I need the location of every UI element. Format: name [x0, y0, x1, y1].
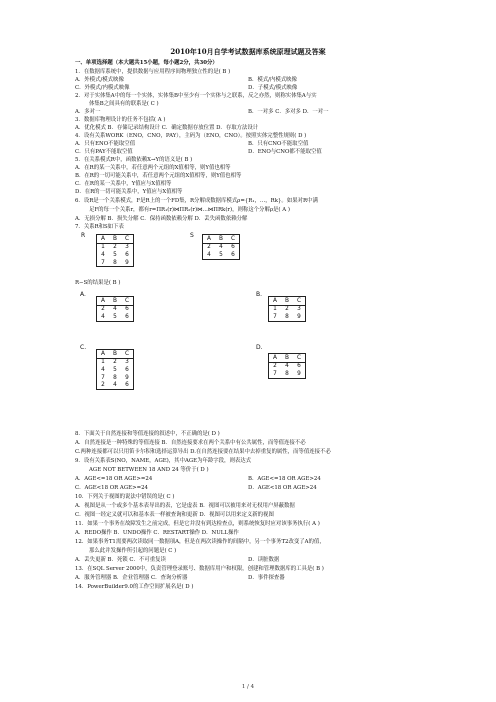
question-10-stem: 10．下列关于视图的说法中错误的是( C ) [75, 494, 175, 500]
question-9-option-b: B．AGE<=18 OR AGE>24 [248, 476, 321, 482]
question-1-stem: 1．在数据库系统中，提供数据与应用程序间物理独立性的是( B ) [75, 69, 231, 75]
question-9-option-c: C．AGE<18 OR AGE>=24 [75, 485, 148, 491]
table-cell: 2 [207, 244, 211, 251]
question-3-stem: 3．数据库物理设计的任务不包括( A ) [75, 117, 166, 123]
table-cell: 6 [125, 313, 129, 320]
table-cell: 4 [113, 382, 117, 389]
option-b-label: B. [256, 291, 263, 298]
question-5-option-a: A．在R的某一关系中，若任意两个元组的X值相等，则Y值也相等 [75, 165, 231, 171]
table-cell: 2 [113, 359, 117, 366]
table-cell: 6 [231, 251, 235, 258]
table-cell: 3 [125, 359, 129, 366]
question-8-options-ab: A．自然连接是一种特殊的等值连接 B．自然连接要求在两个关系中有公共属性，而等值连接不必 [75, 440, 306, 446]
table-cell: 1 [273, 306, 277, 313]
question-7-stem: 7．关系R和S如下表 [75, 224, 124, 230]
question-8-options-cd: C.两种连接都可以只用笛卡尔积和选择运算导出 D.在自然连接要在结果中去掉重复的属性，而等值连接不必 [75, 449, 331, 455]
table-cell: 5 [113, 366, 117, 373]
question-1-option-b: B．模式/内模式映像 [248, 77, 297, 83]
question-2-stem-cont: 体集B之间具有的联系是( C ) [89, 101, 159, 107]
question-1-option-a: A．外模式/模式映像 [75, 77, 124, 83]
header-cell: B [215, 235, 227, 244]
table-cell: 6 [125, 306, 129, 313]
question-11-options: A．REDO操作 B．UNDO操作 C．RESTART操作 D．NULL操作 [75, 530, 239, 536]
table-cell: 4 [207, 251, 211, 258]
question-9-expression: AGE NOT BETWEEN 18 AND 24 等价于( D ) [89, 467, 209, 473]
relation-s-table [202, 234, 240, 260]
question-9-option-a: A．AGE<=18 OR AGE>=24 [75, 476, 153, 482]
table-cell: 6 [125, 366, 129, 373]
header-cell: B [281, 297, 293, 306]
table-cell: 8 [113, 374, 117, 381]
document-title: 2010年10月自学考试数据库系统原理试题及答案 [170, 47, 326, 56]
question-11-stem: 11．如果一个事务在故障发生之前完成，但是它并没有到达检查点，则系统恢复时应对该事务执行( A ) [75, 521, 320, 527]
header-cell: B [109, 297, 121, 306]
question-12-option-d: D．读脏数据 [248, 557, 280, 563]
question-4-option-b: B．只有CNO不能取空值 [248, 141, 309, 147]
header-cell: A [97, 297, 110, 306]
option-a-label: A. [80, 291, 86, 298]
option-c-table [96, 349, 134, 390]
question-7-result-stem: R−S的结果是( B ) [75, 280, 121, 286]
header-cell: A [269, 297, 282, 306]
table-cell: 6 [231, 244, 235, 251]
option-b-table [268, 296, 306, 322]
table-cell: 5 [113, 251, 117, 258]
table-cell: 2 [285, 306, 289, 313]
table-cell: 2 [273, 363, 277, 370]
option-d-table [268, 353, 306, 379]
header-cell: B [109, 235, 121, 244]
table-cell: 2 [101, 306, 105, 313]
header-cell: C [121, 350, 134, 359]
header-cell: B [109, 350, 121, 359]
table-cell: 1 [101, 244, 105, 251]
question-5-option-c: C．在R的某一关系中，Y值应与X值相等 [75, 181, 172, 187]
table-cell: 9 [297, 313, 301, 320]
question-2-options-bcd: B．一对多 C．多对多 D．一对一 [248, 109, 329, 115]
question-4-stem: 4．设有关系WORK（ENO，CNO，PAY），主码为（ENO，CNO）。按照实体完整性规则( D ) [75, 133, 307, 139]
table-cell: 5 [113, 313, 117, 320]
table-cell: 5 [219, 251, 223, 258]
question-10-options-ab: A．视图是从一个或多个基本表导出的表，它是虚表 B．视图可以被用来对无权用户屏蔽数据 [75, 503, 295, 509]
table-cell: 7 [273, 313, 277, 320]
table-cell: 2 [113, 244, 117, 251]
table-cell: 3 [297, 306, 301, 313]
table-cell: 2 [101, 382, 105, 389]
question-1-option-c: C．外模式/内模式映像 [75, 85, 130, 91]
table-cell: 4 [113, 306, 117, 313]
table-cell: 7 [101, 259, 105, 266]
table-cell: 7 [273, 370, 277, 377]
question-6-stem: 6．设R是一个关系模式，F是R上的一个FD集，R分解成数据库模式ρ={R₁，…，Rk}。如果对R中满 [75, 198, 318, 204]
table-cell: 6 [125, 251, 129, 258]
question-9-option-d: D．AGE<18 OR AGE>24 [248, 485, 317, 491]
question-6-stem-cont: 足F的每一个关系r，都有r=ΠR₁(r)⋈ΠR₂(r)⋈…⋈ΠRk(r)，则称这个分解ρ是( A ) [89, 207, 290, 213]
table-cell: 4 [101, 251, 105, 258]
question-12-stem: 12．如果事务T1需要两次读取同一数据项A，但是在两次读操作的间隔中，另一个事务T2改变了A的值， [75, 539, 325, 545]
question-3-options: A．优化模式 B．存储记录结构设计 C．确定数据存放位置 D．存取方法设计 [75, 125, 259, 131]
question-12-stem-cont: 那么此并发操作所引起的问题是( C ) [89, 548, 177, 554]
header-cell: C [121, 235, 134, 244]
table-cell: 4 [101, 313, 105, 320]
table-cell: 3 [125, 244, 129, 251]
table-cell: 8 [113, 259, 117, 266]
table-cell: 8 [285, 370, 289, 377]
question-9-stem: 9．设有关系表S(NO，NAME，AGE)，其中AGE为年龄字段，则表达式 [75, 458, 252, 464]
question-5-stem: 5．在关系模式R中，函数依赖X→Y的语义是( B ) [75, 157, 193, 163]
header-cell: A [203, 235, 216, 244]
header-cell: C [121, 297, 134, 306]
question-5-option-d: D．在R的一切可能关系中，Y值应与X值相等 [75, 189, 183, 195]
table-cell: 4 [285, 363, 289, 370]
table-cell: 7 [101, 374, 105, 381]
question-10-options-cd: C．视图一经定义就可以和基本表一样被查询和更新 D．视图可以用来定义新的视图 [75, 512, 274, 518]
table-cell: 1 [101, 359, 105, 366]
question-5-option-b: B．在R的一切可能关系中，若任意两个元组的X值相等，则Y值也相等 [75, 173, 242, 179]
header-cell: A [269, 354, 282, 363]
table-cell: 9 [125, 374, 129, 381]
question-6-options: A．无损分解 B．损失分解 C．保持函数依赖分解 D．丢失函数依赖分解 [75, 216, 248, 222]
header-cell: A [97, 350, 110, 359]
table-cell: 6 [125, 382, 129, 389]
question-1-option-d: D．子模式/模式映像 [248, 85, 298, 91]
question-2-stem: 2．对于实体集A中的每一个实体，实体集B中至少有一个实体与之联系，反之亦然，则称实体集A与实 [75, 93, 317, 99]
table-cell: 4 [101, 366, 105, 373]
relation-r-table [96, 234, 134, 267]
header-cell: C [293, 297, 306, 306]
page-number: 1 / 4 [241, 684, 255, 690]
relation-r-label: R [81, 232, 86, 239]
question-13-stem: 13．在SQL Server 2000中，负责管理登录账号、数据库用户和权限，创建和管理数据库的工具是( B ) [75, 566, 324, 572]
relation-s-label: S [190, 232, 194, 239]
question-4-option-d: D．ENO与CNO都不能取空值 [248, 149, 322, 155]
table-cell: 6 [297, 363, 301, 370]
question-14-stem: 14．PowerBuilder9.0的工作空间扩展名是( D ) [75, 584, 194, 590]
section-heading: 一、单项选择题（本大题共15小题，每小题2分，共30分） [75, 60, 218, 66]
question-2-option-a: A．多对一 [75, 109, 101, 115]
question-13-option-d: D．事件探查器 [248, 575, 285, 581]
table-cell: 4 [219, 244, 223, 251]
question-4-option-c: C．只有PAY不能取空值 [75, 149, 133, 155]
question-8-stem: 8．下面关于自然连接和等值连接的叙述中，不正确的是( D ) [75, 431, 220, 437]
table-cell: 8 [285, 313, 289, 320]
option-a-table [96, 296, 134, 322]
table-cell: 9 [297, 370, 301, 377]
header-cell: B [281, 354, 293, 363]
header-cell: C [293, 354, 306, 363]
header-cell: A [97, 235, 110, 244]
table-cell: 9 [125, 259, 129, 266]
question-4-option-a: A．只有ENO不能取空值 [75, 141, 136, 147]
option-c-label: C. [80, 344, 87, 351]
option-d-label: D. [256, 344, 263, 351]
question-12-options-abc: A．丢失更新 B．死锁 C．不可重复读 [75, 557, 166, 563]
header-cell: C [227, 235, 240, 244]
question-13-options-abc: A．服务管理器 B．企业管理器 C．查询分析器 [75, 575, 188, 581]
